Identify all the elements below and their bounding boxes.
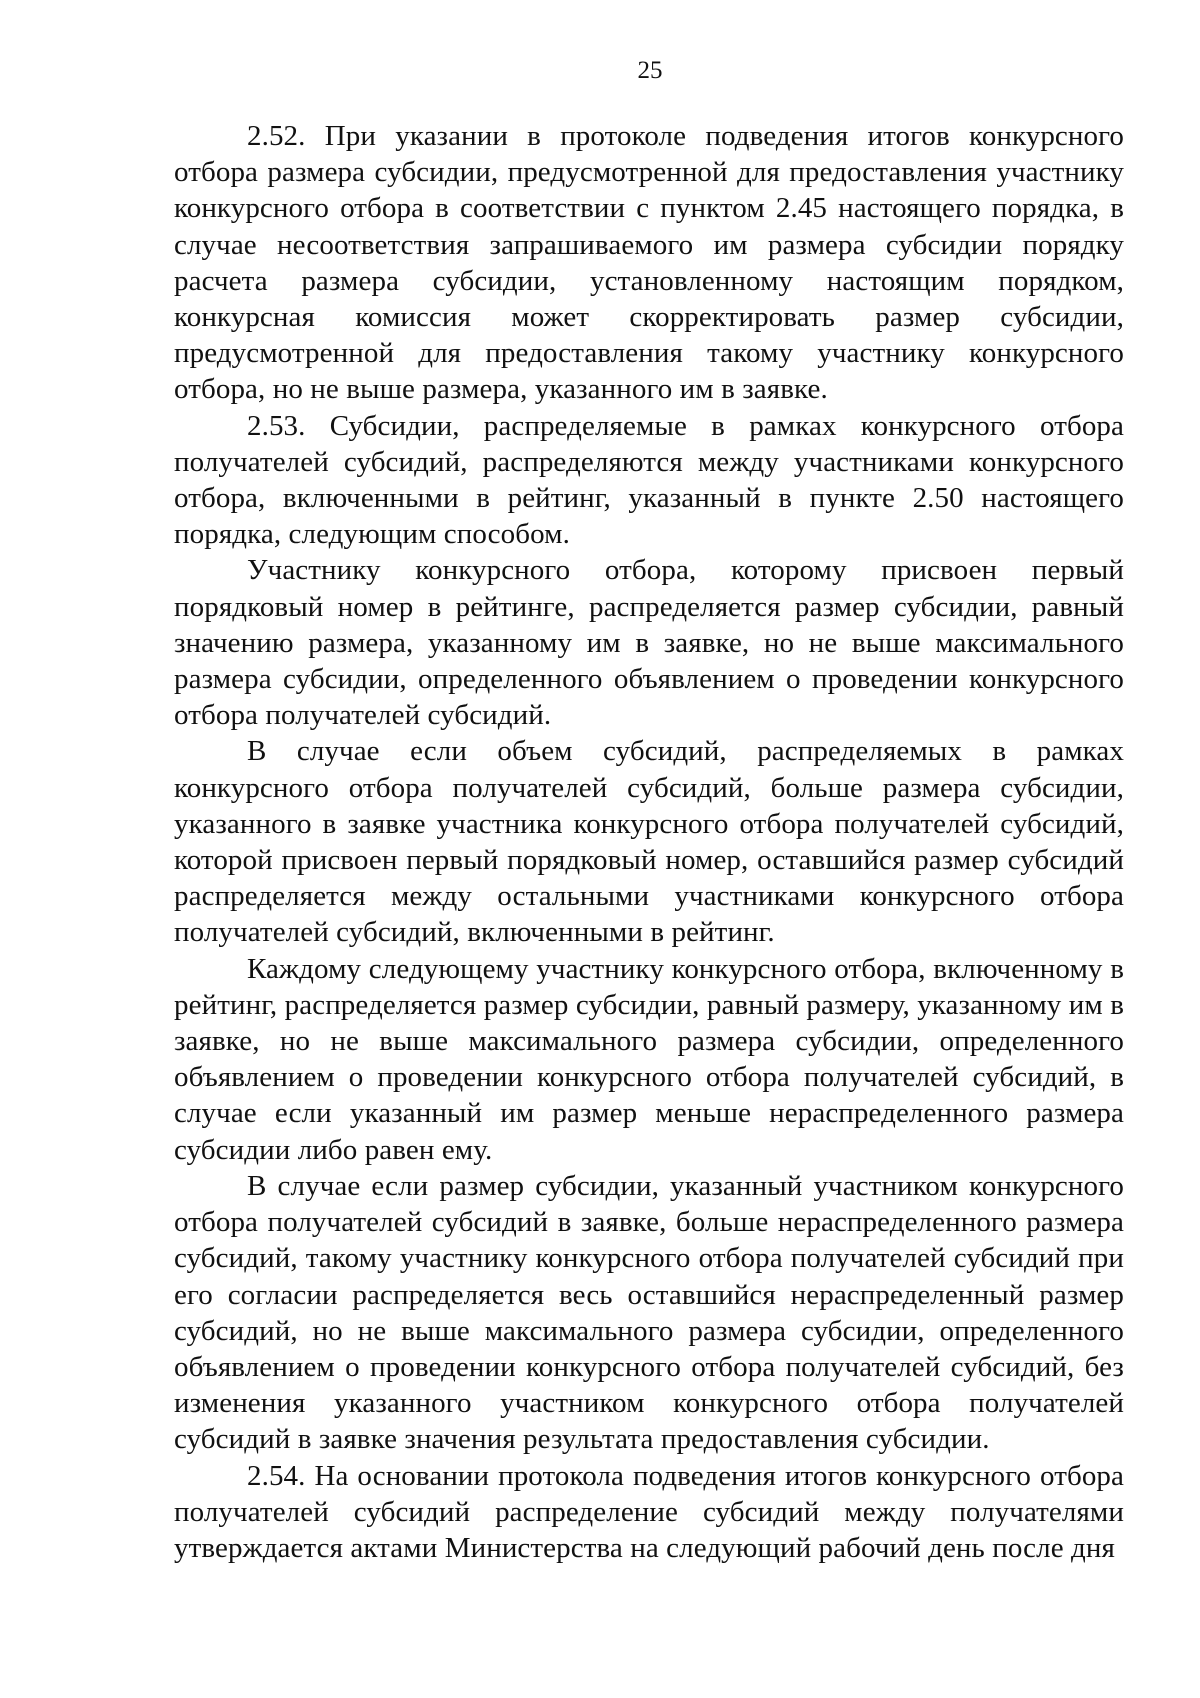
paragraph-remaining-subsidy: В случае если объем субсидий, распределяемых в рамках конкурсного отбора получателей субсидий, больше размера субсидии, указанного в заявке участника конкурсного отбора получателей субсидий, которой присвоен первый порядковый номер, оставшийся размер субсидий распределяется между остальными участниками конкурсного отбора получателей субсидий, включенными в рейтинг. xyxy=(174,735,1124,949)
paragraph-2-53: 2.53. Субсидии, распределяемые в рамках конкурсного отбора получателей субсидий, распределяются между участниками конкурсного отбора, включенными в рейтинг, указанный в пункте 2.50 настоящего порядка, следующим способом. xyxy=(174,409,1124,551)
paragraph-2-52: 2.52. При указании в протоколе подведения итогов конкурсного отбора размера субсидии, предусмотренной для предоставления участнику конкурсного отбора в соответствии с пунктом 2.45 настоящего порядка, в случае несоответствия запрашиваемого им размера субсидии порядку расчета размера субсидии, установленному настоящим порядком, конкурсная комиссия может скорректировать размер субсидии, предусмотренной для предоставления такому участнику конкурсного отбора, но не выше размера, указанного им в заявке. xyxy=(174,120,1124,406)
document-body xyxy=(174,118,1124,1566)
paragraph-first-participant: Участнику конкурсного отбора, которому присвоен первый порядковый номер в рейтинге, распределяется размер субсидии, равный значению размера, указанному им в заявке, но не выше максимального размера субсидии, определенного объявлением о проведении конкурсного отбора получателей субсидий. xyxy=(174,554,1124,732)
paragraph-each-next-participant: Каждому следующему участнику конкурсного отбора, включенному в рейтинг, распределяется размер субсидии, равный размеру, указанному им в заявке, но не выше максимального размера субсидии, определенного объявлением о проведении конкурсного отбора получателей субсидий, в случае если указанный им размер меньше нераспределенного размера субсидии либо равен ему. xyxy=(174,952,1124,1166)
page-number: 25 xyxy=(637,57,663,84)
paragraph-2-54: 2.54. На основании протокола подведения итогов конкурсного отбора получателей субсидий распределение субсидий между получателями утверждается актами Министерства на следующий рабочий день после дня xyxy=(174,1459,1124,1564)
paragraph-exceeding-request: В случае если размер субсидии, указанный участником конкурсного отбора получателей субсидий в заявке, больше нераспределенного размера субсидий, такому участнику конкурсного отбора получателей субсидий при его согласии распределяется весь оставшийся нераспределенный размер субсидий, но не выше максимального размера субсидии, определенного объявлением о проведении конкурсного отбора получателей субсидий, без изменения указанного участником конкурсного отбора получателей субсидий в заявке значения результата предоставления субсидии. xyxy=(174,1169,1124,1456)
